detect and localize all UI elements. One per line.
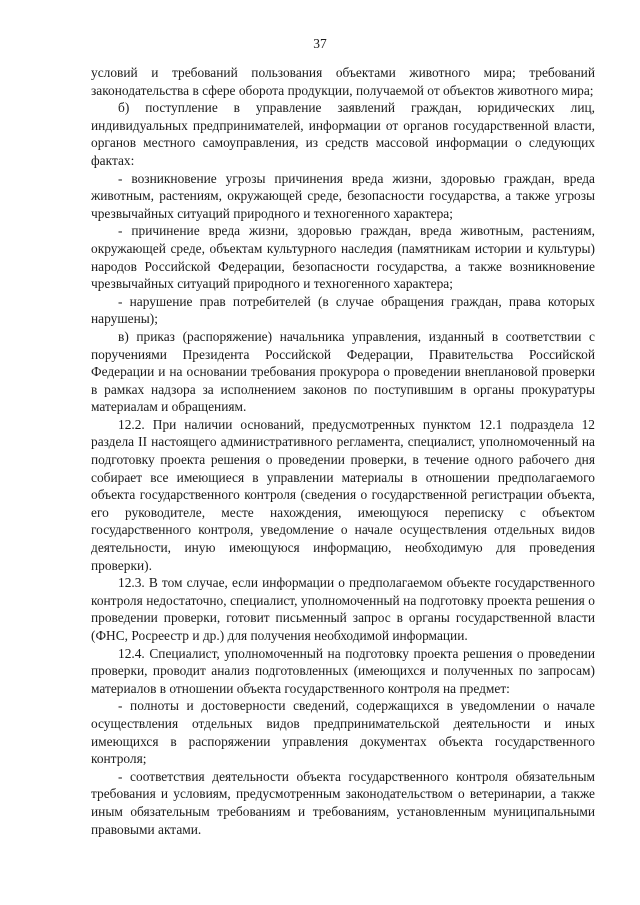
paragraph: 12.2. При наличии оснований, предусмотренных пунктом 12.1 подраздела 12 раздела II настоящего административного регламента, специалист, уполномоченный на подготовку проекта решения о проведении проверки, в течение одного рабочего дня собирает все имеющиеся в управлении материалы в отношении предполагаемого объекта государственного контроля (сведения о государственной регистрации объекта, его руководителе, месте нахождения, имеющуюся переписку с объектом государственного контроля, уведомление о начале осуществления отдельных видов деятельности, иную имеющуюся информацию, необходимую для проведения проверки). xyxy=(91,416,595,573)
paragraph: 12.3. В том случае, если информации о предполагаемом объекте государственного контроля недостаточно, специалист, уполномоченный на подготовку проекта решения о проведении проверки, готовит письменный запрос в органы государственной власти (ФНС, Росреестр и др.) для получения необходимой информации. xyxy=(91,575,595,643)
paragraph: в) приказ (распоряжение) начальника управления, изданный в соответствии с поручениями Президента Российской Федерации, Правительства Российской Федерации и на основании требования прокурора о проведении внеплановой проверки в рамках надзора за исполнением законов по поступившим в органы прокуратуры материалам и обращениям. xyxy=(91,328,595,415)
paragraph: - возникновение угрозы причинения вреда жизни, здоровью граждан, вреда животным, растениям, окружающей среде, безопасности государства, а также угрозы чрезвычайных ситуаций природного и техногенного характера; xyxy=(91,170,595,221)
page-number: 37 xyxy=(313,36,327,51)
paragraph: б) поступление в управление заявлений граждан, юридических лиц, индивидуальных предпринимателей, информации от органов государственной власти, органов местного самоуправления, из средств массовой информации о следующих фактах: xyxy=(91,100,595,168)
document-body xyxy=(91,64,595,838)
paragraph: 12.4. Специалист, уполномоченный на подготовку проекта решения о проведении проверки, проводит анализ подготовленных (имеющихся и полученных по запросам) материалов в отношении объекта государственного контроля на предмет: xyxy=(91,645,595,696)
paragraph: - полноты и достоверности сведений, содержащихся в уведомлении о начале осуществления отдельных видов предпринимательской деятельности и иных имеющихся в распоряжении управления документах объекта государственного контроля; xyxy=(91,698,595,767)
paragraph: - нарушение прав потребителей (в случае обращения граждан, права которых нарушены); xyxy=(91,293,595,327)
paragraph: - причинение вреда жизни, здоровью граждан, вреда животным, растениям, окружающей среде, объектам культурного наследия (памятникам истории и культуры) народов Российской Федерации, безопасности государства, а также возникновение чрезвычайных ситуаций природного и техногенного характера; xyxy=(91,223,595,292)
paragraph: условий и требований пользования объектами животного мира; требований законодательства в сфере оборота продукции, получаемой от объектов животного мира; xyxy=(91,65,595,98)
paragraph: - соответствия деятельности объекта государственного контроля обязательным требования и условиям, предусмотренным законодательством о ветеринарии, а также иным обязательным требованиям и требованиям, установленным муниципальными правовыми актами. xyxy=(91,768,595,837)
